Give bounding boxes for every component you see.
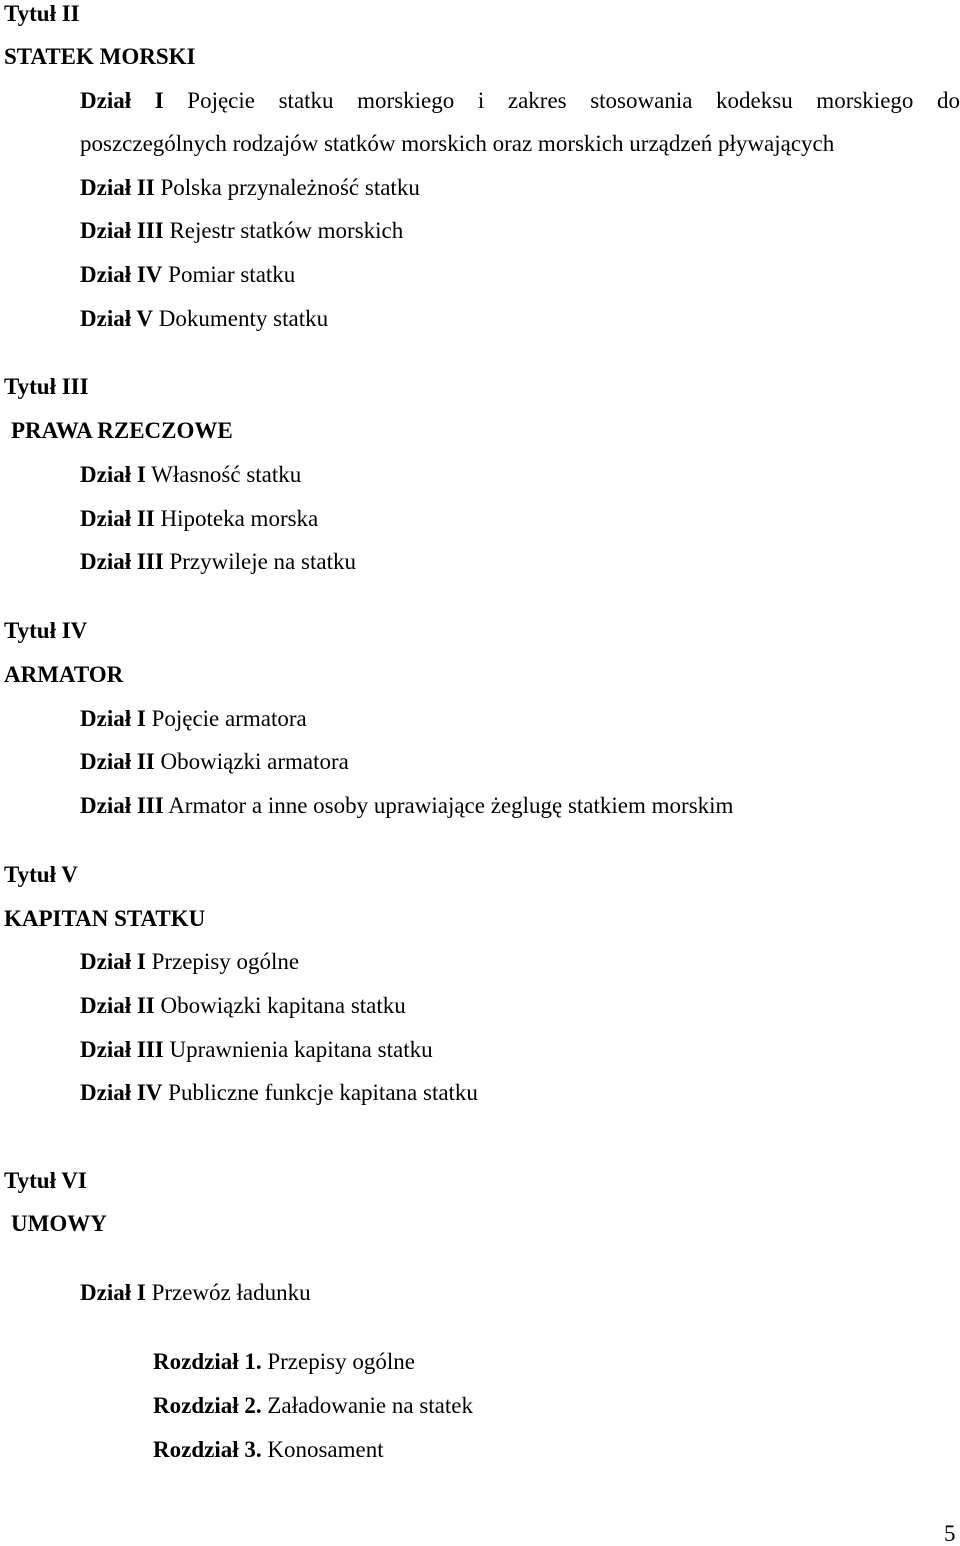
title-iii-name: PRAWA RZECZOWE [11,418,233,443]
t5-dzial-4 [80,1081,478,1104]
t5-dzial-2 [80,994,406,1017]
t6-rozdzial-1 [153,1350,415,1373]
title-iv-name: ARMATOR [4,662,124,687]
t2-dzial-4-label: Dział IV [80,262,163,287]
t3-dzial-2-text: Hipoteka morska [160,506,319,531]
t2-dzial-3-text: Rejestr statków morskich [169,218,404,243]
title-vi-name: UMOWY [11,1211,107,1236]
t2-dzial-2-label: Dział II [80,175,155,200]
title-v-name: KAPITAN STATKU [4,906,206,931]
t3-dzial-3-label: Dział III [80,549,164,574]
t3-dzial-2-label: Dział II [80,506,155,531]
t6-dzial-1-label: Dział I [80,1280,146,1305]
t2-dzial-2 [80,176,420,199]
title-ii-name: STATEK MORSKI [4,44,196,69]
t4-dzial-3-label: Dział III [80,793,164,818]
t4-dzial-3 [80,794,733,817]
title-iv-label: Tytuł IV [4,618,88,643]
page-number: 5 [944,1521,956,1546]
t2-dzial-1-text-cont: poszczególnych rodzajów statków morskich oraz morskich urządzeń pływających [80,131,835,156]
t2-dzial-1-text: Pojęcie statku morskiego i zakres stosowania kodeksu morskiego do [187,88,960,113]
t6-rozdzial-2-label: Rozdział 2. [153,1393,262,1418]
t4-dzial-2 [80,750,349,773]
t6-rozdzial-2-text: Załadowanie na statek [267,1393,473,1418]
t2-dzial-4 [80,263,295,286]
t6-rozdzial-1-text: Przepisy ogólne [267,1349,415,1374]
t2-dzial-5-label: Dział V [80,306,154,331]
t5-dzial-1-text: Przepisy ogólne [151,949,300,974]
t2-dzial-1-label: Dział I [80,88,164,113]
t2-dzial-4-text: Pomiar statku [168,262,296,287]
t2-dzial-1 [80,89,960,112]
t4-dzial-1-text: Pojęcie armatora [151,706,307,731]
t4-dzial-2-text: Obowiązki armatora [160,749,349,774]
title-ii-label: Tytuł II [4,1,80,26]
t6-dzial-1-text: Przewóz ładunku [151,1280,311,1305]
t3-dzial-3-text: Przywileje na statku [169,549,356,574]
t5-dzial-3-text: Uprawnienia kapitana statku [169,1037,433,1062]
t5-dzial-1-label: Dział I [80,949,146,974]
t5-dzial-2-text: Obowiązki kapitana statku [160,993,406,1018]
t3-dzial-1 [80,463,301,486]
title-v-label: Tytuł V [4,862,78,887]
t6-dzial-1 [80,1281,311,1304]
t4-dzial-2-label: Dział II [80,749,155,774]
t3-dzial-3 [80,550,356,573]
t4-dzial-1 [80,707,307,730]
t3-dzial-2 [80,507,318,530]
t6-rozdzial-3 [153,1438,384,1461]
t6-rozdzial-2 [153,1394,473,1417]
title-vi-label: Tytuł VI [4,1168,87,1193]
t6-rozdzial-1-label: Rozdział 1. [153,1349,262,1374]
t6-rozdzial-3-text: Konosament [267,1437,384,1462]
t5-dzial-3-label: Dział III [80,1037,164,1062]
t4-dzial-1-label: Dział I [80,706,146,731]
t5-dzial-3 [80,1038,433,1061]
t5-dzial-1 [80,950,299,973]
t5-dzial-4-text: Publiczne funkcje kapitana statku [168,1080,478,1105]
t4-dzial-3-text: Armator a inne osoby uprawiające żeglugę statkiem morskim [168,793,734,818]
title-iii-label: Tytuł III [4,374,89,399]
t2-dzial-3 [80,219,403,242]
t2-dzial-2-text: Polska przynależność statku [160,175,420,200]
t3-dzial-1-text: Własność statku [151,462,302,487]
t5-dzial-2-label: Dział II [80,993,155,1018]
t2-dzial-3-label: Dział III [80,218,164,243]
t2-dzial-5 [80,307,328,330]
t5-dzial-4-label: Dział IV [80,1080,163,1105]
t3-dzial-1-label: Dział I [80,462,146,487]
t2-dzial-5-text: Dokumenty statku [158,306,329,331]
t6-rozdzial-3-label: Rozdział 3. [153,1437,262,1462]
